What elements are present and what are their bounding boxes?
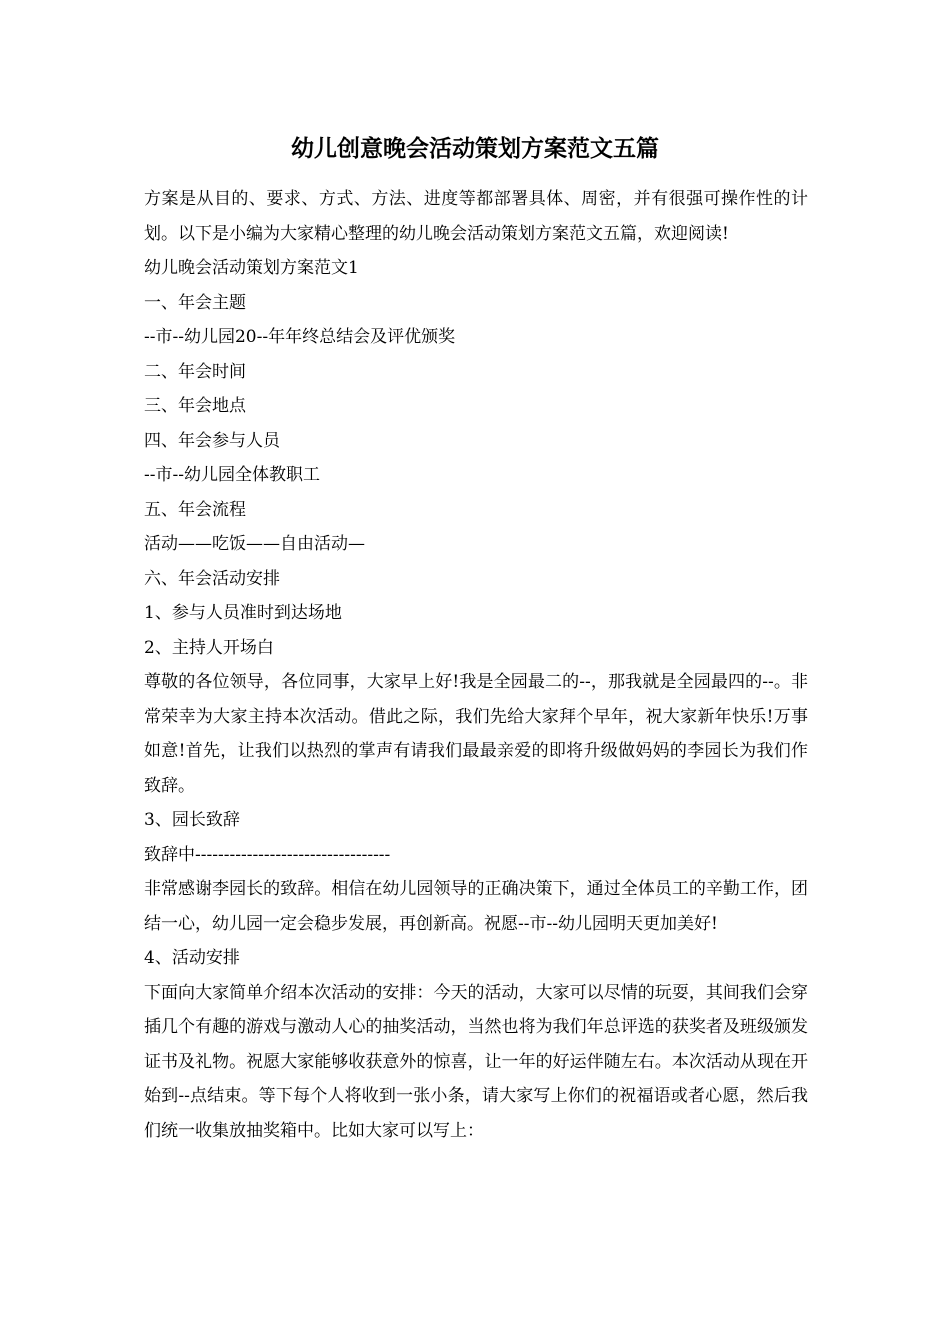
item-activity-arrangement: 4、活动安排 — [144, 948, 240, 968]
paragraph-theme: --市--幼儿园20--年年终总结会及评优颁奖 — [144, 327, 456, 347]
paragraph-intro: 方案是从目的、要求、方式、方法、进度等都部署具体、周密，并有很强可操作性的计划。以下是小编为大家精心整理的幼儿晚会活动策划方案范文五篇，欢迎阅读! — [144, 189, 808, 244]
heading-process: 五、年会流程 — [144, 499, 246, 520]
document-title: 幼儿创意晚会活动策划方案范文五篇 — [291, 135, 659, 162]
paragraph-activity-intro: 下面向大家简单介绍本次活动的安排：今天的活动，大家可以尽情的玩耍，其间我们会穿插几个有趣的游戏与激动人心的抽奖活动，当然也将为我们年总评选的获奖者及班级颁发证书及礼物。祝愿大家能够收获意外的惊喜，让一年的好运伴随左右。本次活动从现在开始到--点结束。等下每个人将收到一张小条，请大家写上你们的祝福语或者心愿，然后我们统一收集放抽奖箱中。比如大家可以写上： — [144, 982, 808, 1141]
document-body — [144, 182, 808, 1148]
paragraph-subtitle: 幼儿晚会活动策划方案范文1 — [144, 258, 359, 278]
heading-location: 三、年会地点 — [144, 396, 246, 416]
heading-theme: 一、年会主题 — [144, 292, 246, 313]
heading-time: 二、年会时间 — [144, 361, 246, 382]
paragraph-opening-speech: 尊敬的各位领导，各位同事，大家早上好!我是全园最二的--，那我就是全园最四的--。非常荣幸为大家主持本次活动。借此之际，我们先给大家拜个早年，祝大家新年快乐!万事如意!首先，让我们以热烈的掌声有请我们最最亲爱的即将升级做妈妈的李园长为我们作致辞。 — [144, 672, 808, 796]
item-director-speech: 3、园长致辞 — [144, 810, 240, 830]
paragraph-speech-placeholder: 致辞中---------------------------------- — [144, 844, 391, 865]
item-opening: 2、主持人开场白 — [144, 637, 274, 658]
paragraph-thanks: 非常感谢李园长的致辞。相信在幼儿园领导的正确决策下，通过全体员工的辛勤工作，团结一心，幼儿园一定会稳步发展，再创新高。祝愿--市--幼儿园明天更加美好! — [144, 879, 808, 934]
item-arrive: 1、参与人员准时到达场地 — [144, 603, 342, 623]
paragraph-participants: --市--幼儿园全体教职工 — [144, 465, 320, 485]
paragraph-process: 活动——吃饭——自由活动— — [144, 534, 365, 554]
heading-participants: 四、年会参与人员 — [144, 430, 280, 451]
heading-arrangement: 六、年会活动安排 — [144, 568, 280, 589]
